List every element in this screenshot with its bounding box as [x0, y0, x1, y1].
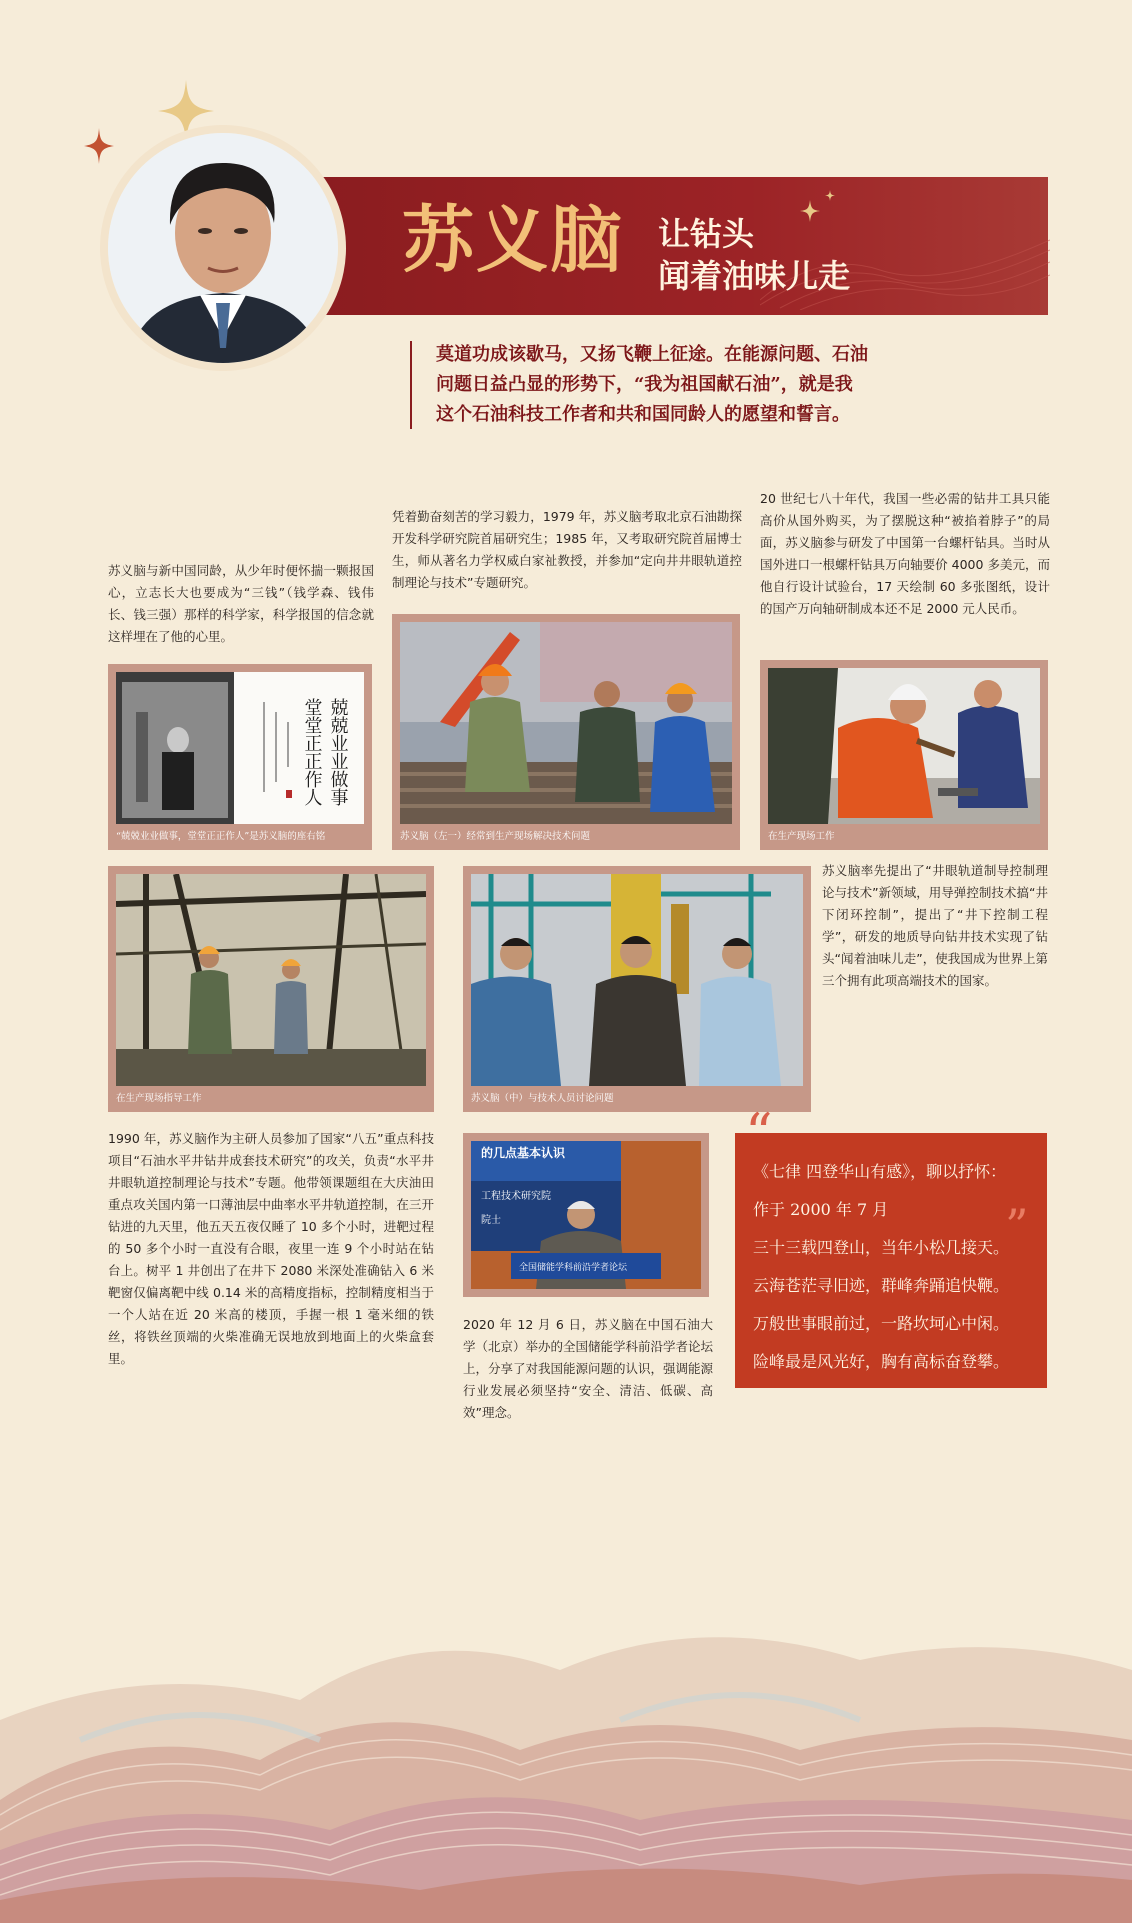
- photo-site-work: [760, 660, 1048, 850]
- sparkle-star-large-icon: [158, 80, 214, 142]
- paragraph-horizontal-well: 1990 年，苏义脑作为主研人员参加了国家“八五”重点科技项目“石油水平井钻井成套技术研究”的攻关，负责“水平井井眼轨道控制理论与技术”专题。他带领课题组在大庆油田重点攻关国内第一口薄油层中曲率水平井轨道控制，在三开钻进的九天里，他五天五夜仅睡了 10 多个小时，进靶过程的 50 多个小时一直没有合眼，夜里一连 9 个小时站在钻台上。树平 1 井创出了在井下 2080 米深处准确钻入 6 米靶窗仅偏离靶中线 0.14 米的高精度指标，控制精度相当于一个人站在近 20 米高的楼顶，手握一根 1 毫米细的铁丝，将铁丝顶端的火柴准确无误地放到地面上的火柴盒套里。: [108, 1131, 434, 1366]
- poem-box: [735, 1133, 1047, 1388]
- paragraph-drilling-tool: 20 世纪七八十年代，我国一些必需的钻井工具只能高价从国外购买，为了摆脱这种“被掐着脖子”的局面，苏义脑参与研发了中国第一台螺杆钻具。当时从国外进口一根螺杆钻具万向轴要价 4000 多美元，而他自行设计试验台，17 天绘制 60 多张图纸，设计的国产万向轴研制成本还不足 2000 元人民币。: [760, 491, 1050, 616]
- photo-caption: “兢兢业业做事，堂堂正正作人”是苏义脑的座右铭: [116, 831, 326, 842]
- person-name-title: 苏义脑: [402, 197, 625, 282]
- photo-site-problem-solving: [392, 614, 740, 850]
- paragraph-guidance-tech: 苏义脑率先提出了“井眼轨道制导控制理论与技术”新领域，用导弹控制技术搞“井下闭环控制”，提出了“井下控制工程学”，研发的地质导向钻井技术实现了钻头“闻着油味儿走”，使我国成为世界上第三个拥有此项高端技术的国家。: [822, 863, 1048, 988]
- podium-banner-text: 全国储能学科前沿学者论坛: [519, 1263, 628, 1273]
- paragraph-education: 凭着勤奋刻苦的学习毅力，1979 年，苏义脑考取北京石油勘探开发科学研究院首届研究生；1985 年，又考取研究院首届博士生，师从著名力学权威白家祉教授，并参加“定向井井眼轨道控制理论与技术”专题研究。: [392, 509, 742, 590]
- intro-line-3: 这个石油科技工作者和共和国同龄人的愿望和誓言。: [436, 404, 850, 425]
- intro-line-2: 问题日益凸显的形势下，“我为祖国献石油”，就是我: [436, 374, 853, 395]
- poem-line-2: 云海苍茫寻旧迹，群峰奔踊追快鞭。: [753, 1276, 1010, 1295]
- photo-forum-speech: [463, 1133, 709, 1297]
- screen-heading-text: 的几点基本认识: [481, 1146, 566, 1160]
- poem-line-1: 三十三载四登山，当年小松几接天。: [753, 1238, 1010, 1257]
- quote-close-icon: ”: [1005, 1199, 1029, 1253]
- title-subtitle: [658, 213, 850, 297]
- decorative-mountain-footer: [0, 1600, 1132, 1923]
- photo-site-guidance: [108, 866, 434, 1112]
- calligraphy-column-1: 兢兢业业做事: [327, 698, 349, 806]
- photo-calligraphy: [108, 664, 372, 850]
- photo-caption: 苏义脑（中）与技术人员讨论问题: [471, 1093, 614, 1104]
- photo-technical-discussion: [463, 866, 811, 1112]
- screen-institute-text: 工程技术研究院: [481, 1191, 551, 1202]
- poem-date: 作于 2000 年 7 月: [753, 1200, 889, 1219]
- photo-caption: 在生产现场工作: [768, 831, 835, 842]
- poem-line-3: 万般世事眼前过，一路坎坷心中闲。: [753, 1314, 1010, 1333]
- paragraph-childhood: 苏义脑与新中国同龄，从少年时便怀揣一颗报国心，立志长大也要成为“三钱”（钱学森、钱伟长、钱三强）那样的科学家，科学报国的信念就这样埋在了他的心里。: [108, 563, 374, 644]
- intro-accent-bar: [410, 341, 412, 429]
- poem-title: 《七律 四登华山有感》，聊以抒怀：: [753, 1162, 1007, 1181]
- poem-line-4: 险峰最是风光好，胸有高标奋登攀。: [753, 1352, 1010, 1371]
- intro-line-1: 莫道功成该歇马，又扬飞鞭上征途。在能源问题、石油: [436, 344, 868, 365]
- photo-caption: 在生产现场指导工作: [116, 1093, 202, 1104]
- photo-caption: 苏义脑（左一）经常到生产现场解决技术问题: [400, 831, 591, 842]
- sparkle-star-small-icon: [84, 128, 114, 164]
- subtitle-line-2: 闻着油味儿走: [658, 257, 851, 295]
- portrait-photo: [108, 133, 338, 363]
- intro-quote: [436, 340, 876, 430]
- paragraph-forum: 2020 年 12 月 6 日，苏义脑在中国石油大学（北京）举办的全国储能学科前沿学者论坛上，分享了对我国能源问题的认识，强调能源行业发展必须坚持“安全、清洁、低碳、高效”理念。: [463, 1317, 714, 1420]
- subtitle-line-1: 让钻头: [658, 215, 755, 253]
- screen-title-text: 院士: [481, 1215, 501, 1226]
- calligraphy-column-2: 堂堂正正作人: [301, 698, 323, 806]
